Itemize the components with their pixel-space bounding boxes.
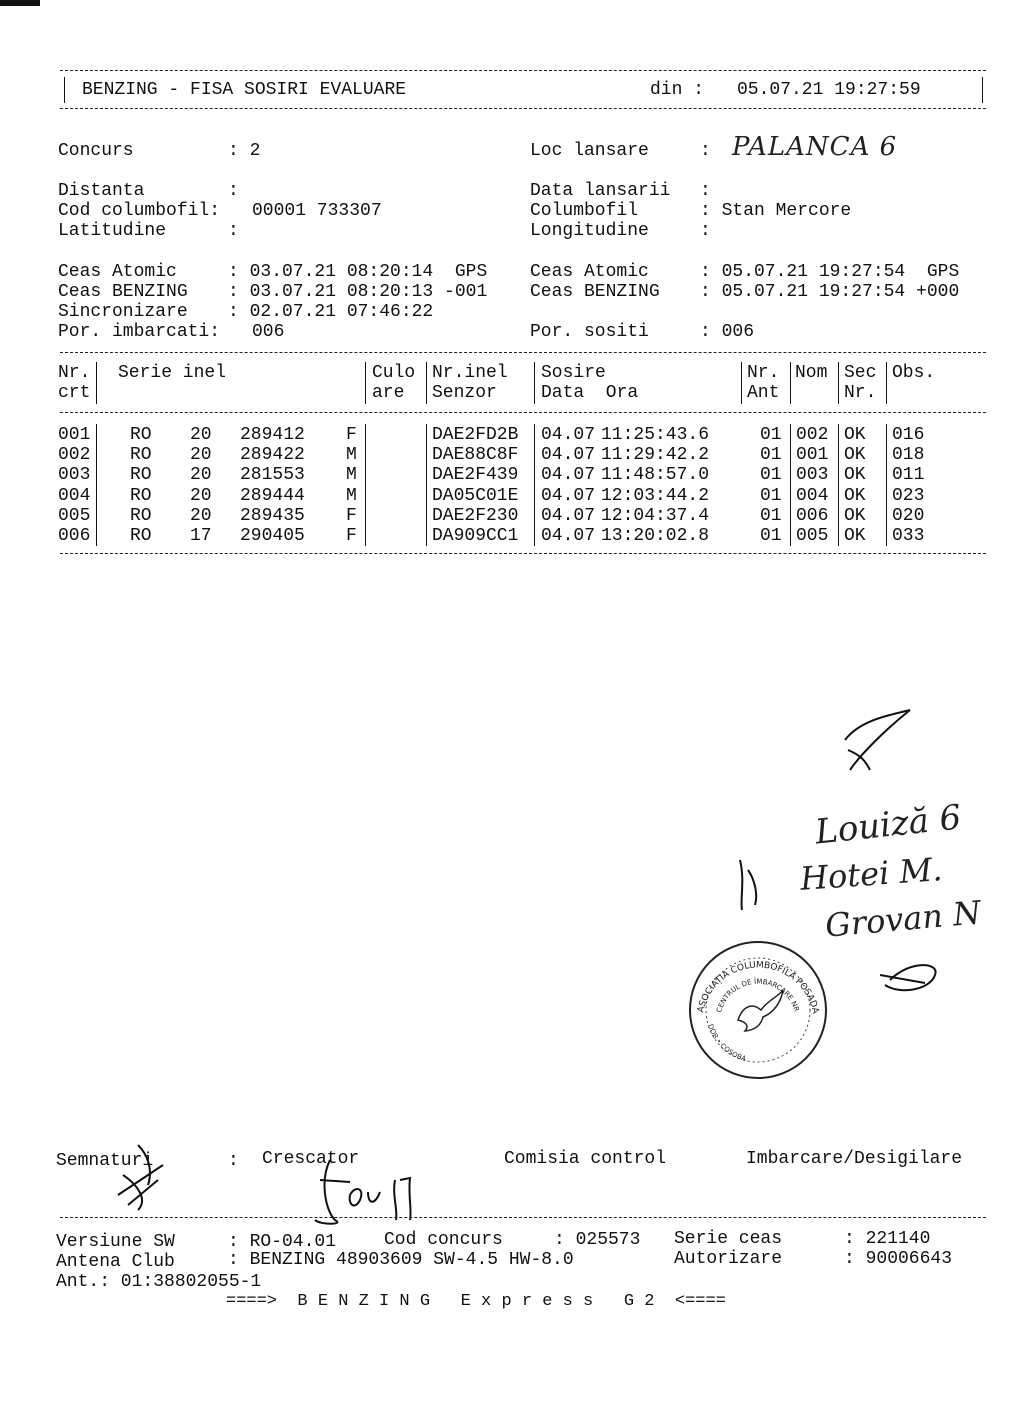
col-sep-4 xyxy=(534,362,535,404)
cell-obs: 011 xyxy=(892,465,925,486)
cell-data: 04.07 xyxy=(541,465,596,486)
header-ant: Ant xyxy=(747,383,780,403)
cell-ora: 11:29:42.2 xyxy=(601,445,710,466)
cell-sec: OK xyxy=(844,485,866,506)
cell-tara: RO xyxy=(130,445,152,466)
cell-ora: 11:48:57.0 xyxy=(601,465,710,486)
cell-senzor: DAE88C8F xyxy=(432,445,519,466)
longitudine-label: Longitudine xyxy=(530,221,649,241)
svg-text:CENTRUL DE ÎMBARCARE NR: CENTRUL DE ÎMBARCARE NR xyxy=(715,977,801,1014)
cell-an: 20 xyxy=(190,505,212,526)
cell-nr: 003 xyxy=(58,465,91,486)
header-sosire: Sosire xyxy=(541,363,606,383)
crescator-label: Crescator xyxy=(262,1149,360,1169)
header-nr-inel: Nr.inel xyxy=(432,363,508,383)
cell-tara: RO xyxy=(130,465,152,486)
header-crt: crt xyxy=(58,383,91,403)
ceas-benzing-right-value: : 05.07.21 19:27:54 +000 xyxy=(700,282,960,302)
ceas-atomic-left-label: Ceas Atomic xyxy=(58,262,177,282)
concurs-value: : 2 xyxy=(228,141,261,161)
cod-columbofil-label: Cod columbofil: xyxy=(58,201,221,221)
imbarcare-desigilare-label: Imbarcare/Desigilare xyxy=(746,1149,963,1169)
cell-sec: OK xyxy=(844,425,866,445)
ceas-atomic-right-value: : 05.07.21 19:27:54 GPS xyxy=(700,262,960,282)
header-sec: Sec xyxy=(844,363,877,383)
cell-nr: 004 xyxy=(58,485,91,506)
header-bottom-rule xyxy=(60,108,986,109)
sincronizare-label: Sincronizare xyxy=(58,302,188,322)
latitudine-label: Latitudine xyxy=(58,221,167,241)
semnaturi-label: Semnaturi xyxy=(56,1151,154,1171)
cell-nr: 005 xyxy=(58,505,91,526)
header-right-bar xyxy=(982,77,983,103)
columbofil-value: : Stan Mercore xyxy=(700,201,852,221)
cell-sex: M xyxy=(346,485,357,506)
ceas-benzing-left-label: Ceas BENZING xyxy=(58,282,188,302)
col-sep-1 xyxy=(96,362,97,404)
cell-nom: 004 xyxy=(796,485,829,506)
cell-an: 20 xyxy=(190,485,212,506)
cell-an: 20 xyxy=(190,445,212,466)
cell-sec: OK xyxy=(844,505,866,526)
cell-sex: M xyxy=(346,445,357,466)
header-nom: Nom xyxy=(795,363,828,383)
cell-sec: OK xyxy=(844,526,866,546)
table-header-rule xyxy=(60,412,986,413)
latitudine-value: : xyxy=(228,221,239,241)
cod-columbofil-value: 00001 733307 xyxy=(252,201,382,221)
cell-nom: 003 xyxy=(796,465,829,486)
comisia-control-label: Comisia control xyxy=(504,1149,667,1169)
date-value: 05.07.21 19:27:59 xyxy=(737,80,921,100)
data-lansarii-value: : xyxy=(700,181,711,201)
header-left-bar xyxy=(64,77,65,103)
cell-data: 04.07 xyxy=(541,425,596,445)
ceas-atomic-left-value: : 03.07.21 08:20:14 GPS xyxy=(228,262,488,282)
cell-ora: 11:25:43.6 xyxy=(601,425,710,445)
loc-lansare-colon: : xyxy=(700,141,711,161)
cell-obs: 023 xyxy=(892,485,925,506)
cell-ant: 01 xyxy=(760,526,782,546)
footer-rule xyxy=(60,1217,986,1218)
cell-senzor: DAE2FD2B xyxy=(432,425,519,445)
header-top-rule xyxy=(60,70,986,71)
semnaturi-signature xyxy=(108,1140,178,1215)
por-imbarcati-label: Por. imbarcati: xyxy=(58,322,221,342)
header-senzor: Senzor xyxy=(432,383,497,403)
svg-text:DOB • COSOBA: DOB • COSOBA xyxy=(706,1023,748,1064)
cell-inel: 281553 xyxy=(240,465,305,486)
cell-nr: 001 xyxy=(58,425,91,445)
cell-sex: M xyxy=(346,465,357,486)
body-sep-4 xyxy=(534,424,535,546)
cell-sex: F xyxy=(346,425,357,445)
body-sep-6 xyxy=(838,424,839,546)
cell-tara: RO xyxy=(130,505,152,526)
cell-ora: 12:04:37.4 xyxy=(601,505,710,526)
table-bottom-rule xyxy=(60,553,986,554)
loc-lansare-handwritten: PALANCA 6 xyxy=(732,132,898,162)
cell-obs: 020 xyxy=(892,505,925,526)
cell-inel: 290405 xyxy=(240,526,305,546)
document-title: BENZING - FISA SOSIRI EVALUARE xyxy=(82,80,407,100)
cell-tara: RO xyxy=(130,425,152,445)
distanta-label: Distanta xyxy=(58,181,145,201)
header-nr: Nr. xyxy=(58,363,91,383)
cell-ant: 01 xyxy=(760,465,782,486)
cell-sec: OK xyxy=(844,445,866,466)
club-stamp xyxy=(683,935,833,1085)
autorizare-value: : 90006643 xyxy=(844,1249,953,1269)
cell-nom: 002 xyxy=(796,425,829,445)
cell-senzor: DA05C01E xyxy=(432,485,519,506)
autorizare-label: Autorizare xyxy=(674,1249,783,1269)
por-sositi-label: Por. sositi xyxy=(530,322,649,342)
cell-ant: 01 xyxy=(760,485,782,506)
header-nr-ant: Nr. xyxy=(747,363,780,383)
cell-ant: 01 xyxy=(760,505,782,526)
distanta-value: : xyxy=(228,181,239,201)
header-sec-nr: Nr. xyxy=(844,383,877,403)
ceas-atomic-right-label: Ceas Atomic xyxy=(530,262,649,282)
cell-sec: OK xyxy=(844,465,866,486)
col-sep-3 xyxy=(426,362,427,404)
cell-nom: 001 xyxy=(796,445,829,466)
ceas-benzing-right-label: Ceas BENZING xyxy=(530,282,660,302)
cell-obs: 018 xyxy=(892,445,925,466)
antena-club-label: Antena Club xyxy=(56,1252,175,1272)
cell-data: 04.07 xyxy=(541,445,596,466)
col-sep-2 xyxy=(365,362,366,404)
cod-concurs-value: : 025573 xyxy=(554,1230,641,1250)
cell-sex: F xyxy=(346,526,357,546)
body-sep-3 xyxy=(426,424,427,546)
col-sep-7 xyxy=(838,362,839,404)
cell-nr: 006 xyxy=(58,526,91,546)
loc-lansare-label: Loc lansare xyxy=(530,141,649,161)
header-serie-inel: Serie inel xyxy=(118,363,227,383)
col-sep-6 xyxy=(790,362,791,404)
cell-sex: F xyxy=(346,505,357,526)
cell-data: 04.07 xyxy=(541,505,596,526)
concurs-label: Concurs xyxy=(58,141,134,161)
cell-tara: RO xyxy=(130,485,152,506)
cell-obs: 016 xyxy=(892,425,925,445)
body-sep-5 xyxy=(790,424,791,546)
cell-ora: 12:03:44.2 xyxy=(601,485,710,506)
cod-concurs-label: Cod concurs xyxy=(384,1230,503,1250)
cell-ant: 01 xyxy=(760,425,782,445)
cell-data: 04.07 xyxy=(541,526,596,546)
crescator-signature xyxy=(300,1150,420,1230)
col-sep-8 xyxy=(886,362,887,404)
versiune-label: Versiune SW xyxy=(56,1232,175,1252)
cell-inel: 289444 xyxy=(240,485,305,506)
cell-tara: RO xyxy=(130,526,152,546)
device-banner: ====> B E N Z I N G E x p r e s s G 2 <==== xyxy=(226,1292,726,1311)
por-imbarcati-value: 006 xyxy=(252,322,285,342)
versiune-value: : RO-04.01 xyxy=(228,1232,337,1252)
header-data-ora: Data Ora xyxy=(541,383,639,403)
cell-senzor: DAE2F439 xyxy=(432,465,519,486)
cell-inel: 289412 xyxy=(240,425,305,445)
handwritten-line-2: Hotei M. xyxy=(798,850,944,898)
scan-corner-mark xyxy=(0,0,40,6)
cell-ant: 01 xyxy=(760,445,782,466)
semnaturi-colon: : xyxy=(228,1151,239,1171)
data-lansarii-label: Data lansarii xyxy=(530,181,671,201)
header-culo: Culo xyxy=(372,363,416,383)
cell-inel: 289435 xyxy=(240,505,305,526)
cell-nr: 002 xyxy=(58,445,91,466)
cell-senzor: DA909CC1 xyxy=(432,526,519,546)
cell-an: 17 xyxy=(190,526,212,546)
cell-data: 04.07 xyxy=(541,485,596,506)
antenna-id: Ant.: 01:38802055-1 xyxy=(56,1272,262,1292)
col-sep-5 xyxy=(741,362,742,404)
longitudine-value: : xyxy=(700,221,711,241)
columbofil-label: Columbofil xyxy=(530,201,639,221)
handwritten-line-3: Grovan N xyxy=(823,893,983,945)
handwritten-line-1: Louiză 6 xyxy=(813,797,964,853)
cell-an: 20 xyxy=(190,465,212,486)
serie-ceas-value: : 221140 xyxy=(844,1229,931,1249)
table-top-rule xyxy=(60,352,986,353)
date-label: din : xyxy=(650,80,705,100)
cell-obs: 033 xyxy=(892,526,925,546)
body-sep-1 xyxy=(96,424,97,546)
svg-text:ASOCIAȚIA COLUMBOFILĂ POSADA: ASOCIAȚIA COLUMBOFILĂ POSADA xyxy=(696,960,821,1015)
cell-an: 20 xyxy=(190,425,212,445)
antena-club-value: : BENZING 48903609 SW-4.5 HW-8.0 xyxy=(228,1250,574,1270)
sincronizare-value: : 02.07.21 07:46:22 xyxy=(228,302,434,322)
cell-nom: 006 xyxy=(796,505,829,526)
ceas-benzing-left-value: : 03.07.21 08:20:13 -001 xyxy=(228,282,488,302)
cell-inel: 289422 xyxy=(240,445,305,466)
por-sositi-value: : 006 xyxy=(700,322,755,342)
body-sep-2 xyxy=(365,424,366,546)
body-sep-7 xyxy=(886,424,887,546)
cell-senzor: DAE2F230 xyxy=(432,505,519,526)
cell-ora: 13:20:02.8 xyxy=(601,526,710,546)
header-are: are xyxy=(372,383,405,403)
serie-ceas-label: Serie ceas xyxy=(674,1229,783,1249)
header-obs: Obs. xyxy=(892,363,936,383)
cell-nom: 005 xyxy=(796,526,829,546)
